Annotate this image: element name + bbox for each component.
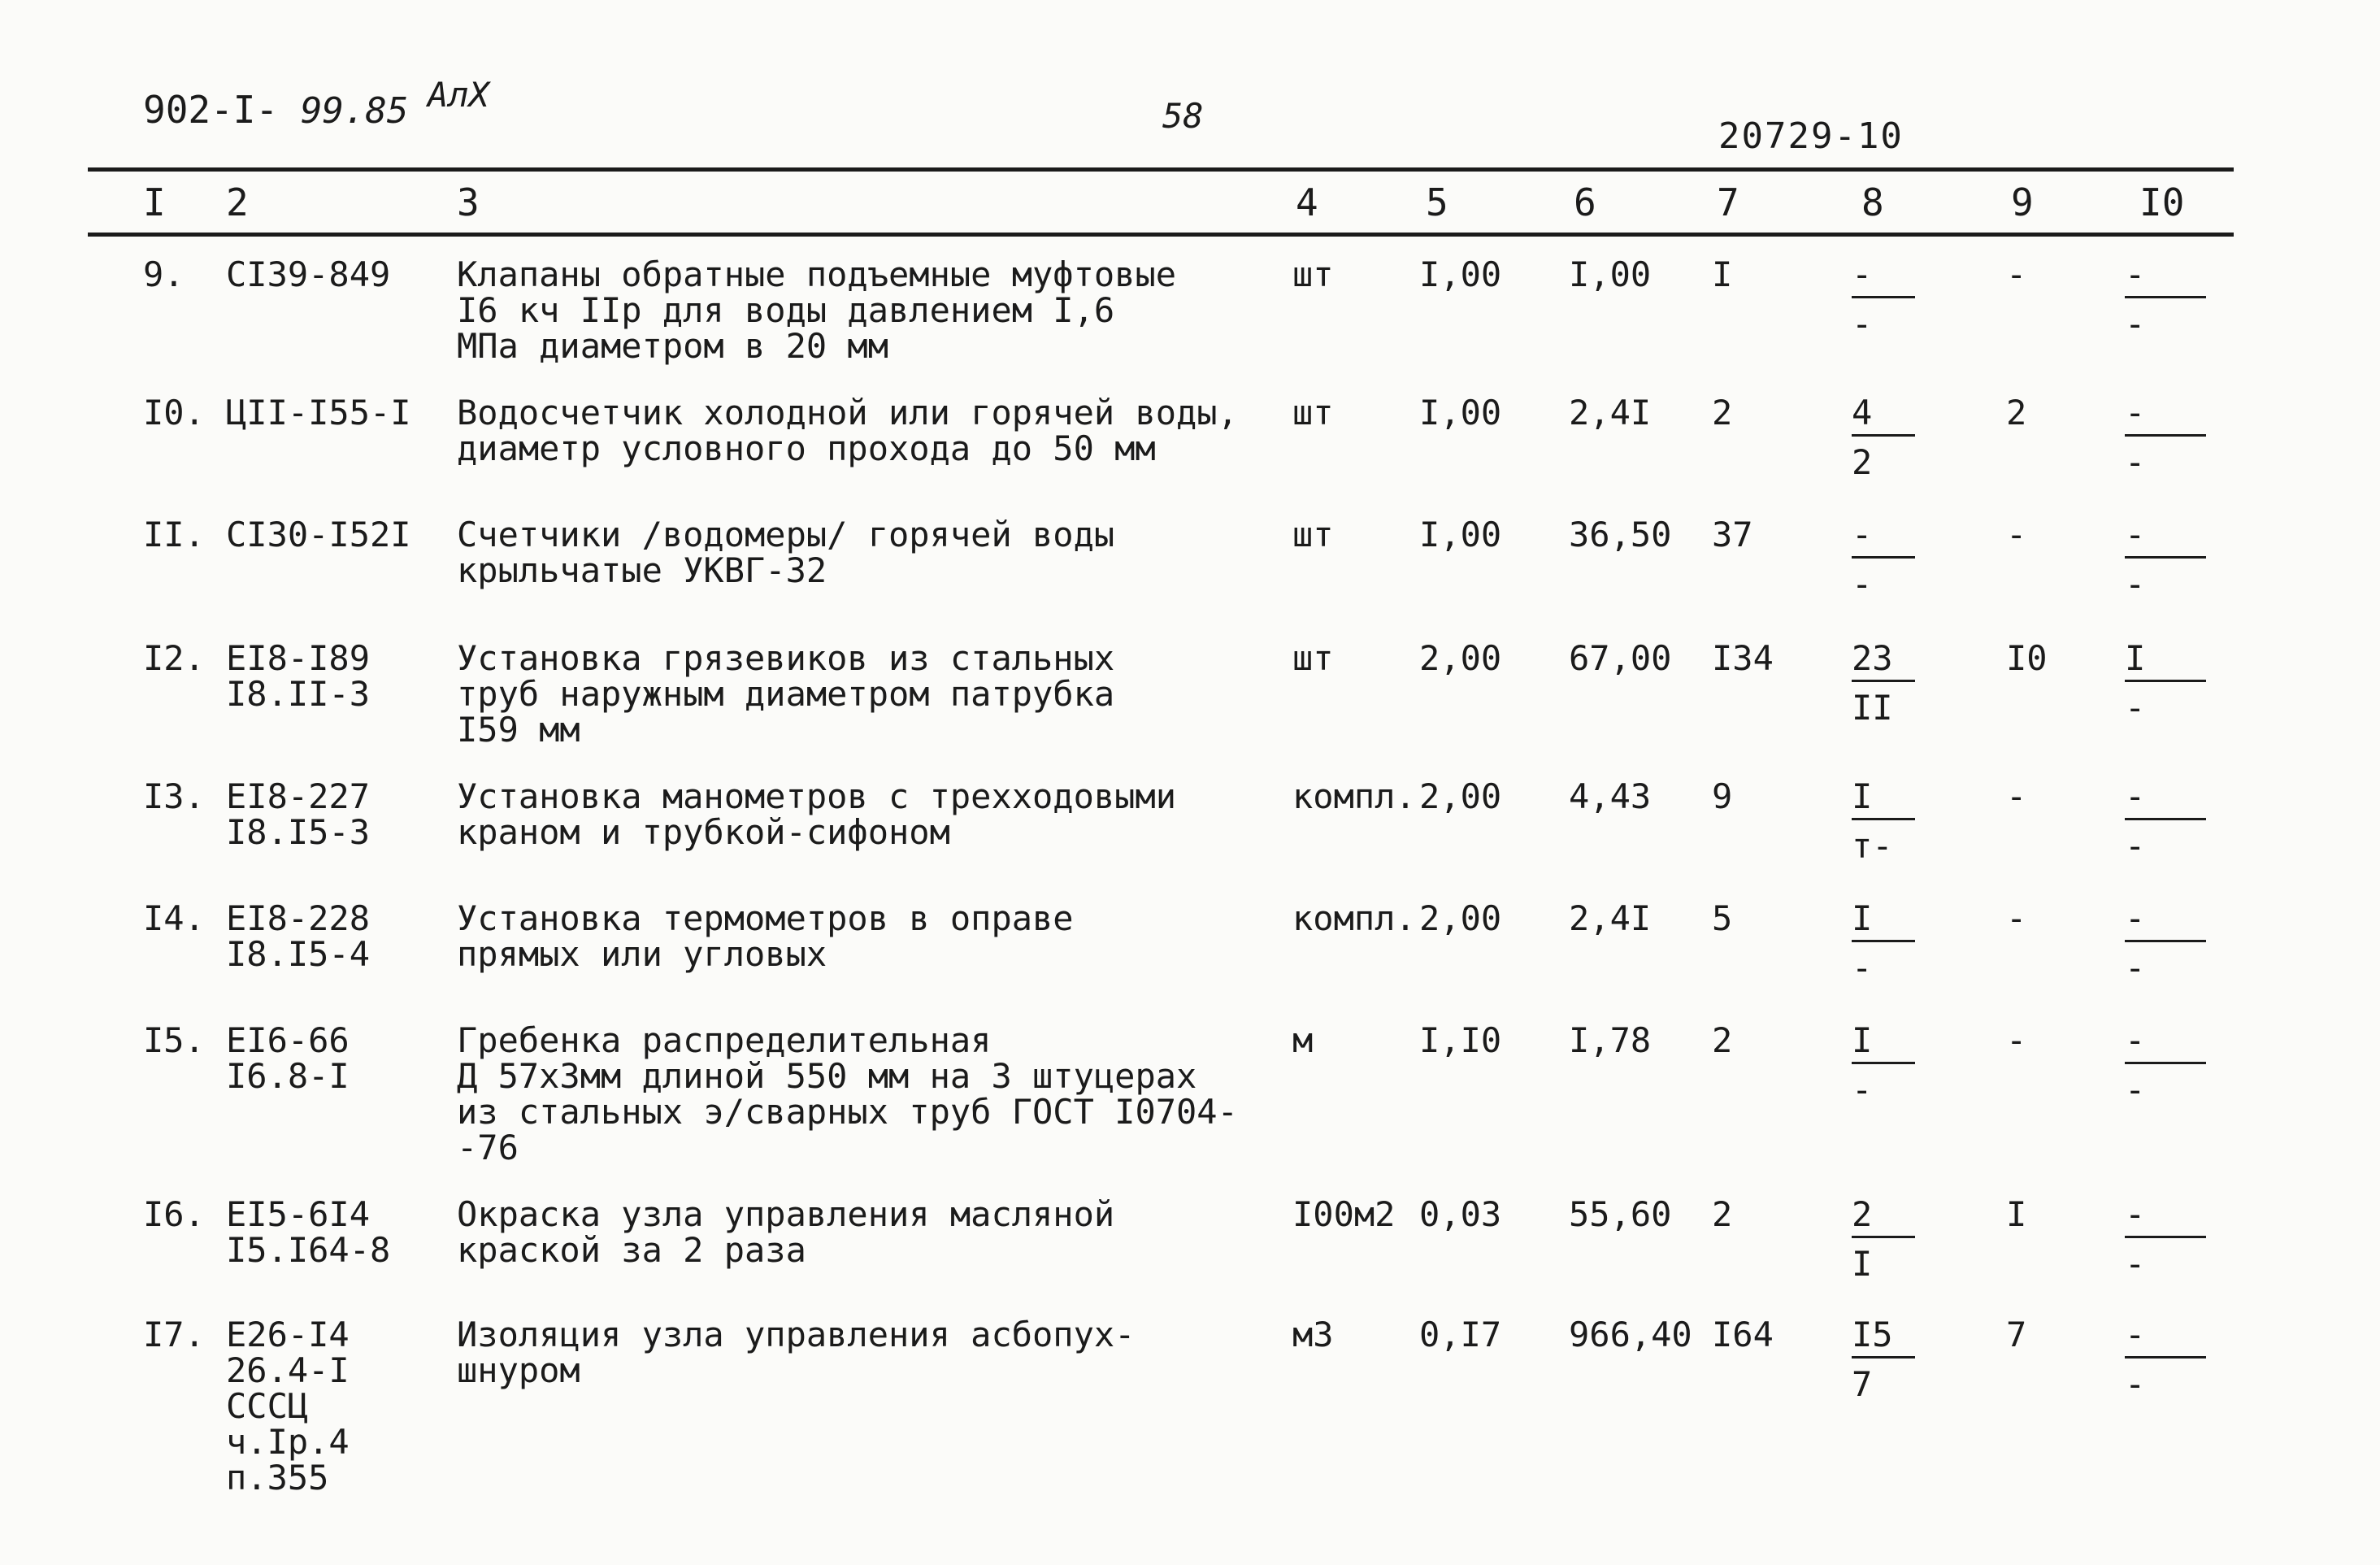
unit-price: 2,4I	[1569, 393, 1652, 433]
row-number: I2.	[143, 638, 205, 678]
col8-fraction	[1852, 776, 1941, 866]
row-number: I6.	[143, 1194, 205, 1234]
handwritten-mark: АлХ	[428, 75, 489, 115]
unit-price: 55,60	[1569, 1194, 1672, 1234]
unit-price: I,00	[1569, 254, 1652, 294]
unit-price: 4,43	[1569, 776, 1652, 816]
col8-top: 2	[1852, 1197, 1915, 1238]
work-description: Окраска узла управления масляной краской за 2 раза	[457, 1194, 1115, 1270]
col10-fraction	[2125, 395, 2214, 480]
sheet-number: 20729-10	[1718, 115, 1904, 157]
col10-bottom: -	[2125, 564, 2146, 604]
unit-price: 36,50	[1569, 515, 1672, 554]
col10-fraction	[2125, 638, 2214, 728]
col10-bottom: -	[2125, 304, 2146, 344]
total: I34	[1712, 638, 1774, 678]
col8-top: -	[1852, 257, 1915, 298]
col8-top: I	[1852, 901, 1915, 942]
row-number: 9.	[143, 254, 185, 294]
col8-bottom: 2	[1852, 442, 1873, 482]
col9-value: I0	[2006, 638, 2048, 678]
column-header: 6	[1574, 180, 1596, 224]
unit: шт	[1292, 254, 1334, 294]
quantity: 2,00	[1419, 898, 1502, 938]
unit: I00м2	[1292, 1194, 1396, 1234]
total: 2	[1712, 1194, 1733, 1234]
unit: шт	[1292, 638, 1334, 678]
unit: шт	[1292, 515, 1334, 554]
col8-top: I	[1852, 779, 1915, 820]
column-header: I0	[2139, 180, 2185, 224]
col10-top: -	[2125, 395, 2206, 437]
work-description: Водосчетчик холодной или горячей воды, диаметр условного прохода до 50 мм	[457, 393, 1238, 468]
col8-top: 4	[1852, 395, 1915, 437]
row-number: I0.	[143, 393, 205, 433]
col8-top: -	[1852, 517, 1915, 559]
total: 37	[1712, 515, 1753, 554]
col10-bottom: -	[2125, 1364, 2146, 1404]
work-description: Установка термометров в оправе прямых или угловых	[457, 898, 1074, 974]
col8-fraction	[1852, 898, 1941, 988]
col9-value: -	[2006, 515, 2027, 554]
col10-top: -	[2125, 901, 2206, 942]
document-code	[143, 88, 408, 132]
work-description: Установка манометров с трехходовыми краном и трубкой-сифоном	[457, 776, 1177, 852]
work-description: Изоляция узла управления асбопух- шнуром	[457, 1315, 1136, 1390]
col8-top: I	[1852, 1023, 1915, 1064]
page-number: 58	[1162, 96, 1204, 136]
col9-value: 7	[2006, 1315, 2027, 1354]
total: 9	[1712, 776, 1733, 816]
row-number: I3.	[143, 776, 205, 816]
quantity: 0,03	[1419, 1194, 1502, 1234]
col10-fraction	[2125, 1020, 2214, 1110]
col8-bottom: II	[1852, 688, 1893, 728]
col10-fraction	[2125, 517, 2214, 602]
price-code: EI8-227 I8.I5-3	[226, 776, 371, 852]
col8-bottom: -	[1852, 948, 1873, 988]
quantity: 2,00	[1419, 638, 1502, 678]
unit-price: I,78	[1569, 1020, 1652, 1060]
col9-value: 2	[2006, 393, 2027, 433]
work-description: Гребенка распределительная Д 57х3мм длиной 550 мм на 3 штуцерах из стальных э/сварных труб ГОСТ I0704- -76	[457, 1020, 1238, 1167]
col9-value: -	[2006, 1020, 2027, 1060]
unit: м3	[1292, 1315, 1334, 1354]
row-number: I5.	[143, 1020, 205, 1060]
total: 2	[1712, 1020, 1733, 1060]
column-header: 8	[1861, 180, 1884, 224]
col8-fraction	[1852, 395, 1941, 480]
col10-top: -	[2125, 1317, 2206, 1359]
price-code: E26-I4 26.4-I СССЦ ч.Iр.4 п.355	[226, 1315, 350, 1498]
col10-bottom: -	[2125, 826, 2146, 866]
quantity: I,00	[1419, 515, 1502, 554]
col9-value: I	[2006, 1194, 2027, 1234]
col10-fraction	[2125, 254, 2214, 344]
column-header: 4	[1296, 180, 1318, 224]
unit: компл.	[1292, 776, 1416, 816]
col8-bottom: I	[1852, 1244, 1873, 1284]
unit-price: 2,4I	[1569, 898, 1652, 938]
col8-bottom: -	[1852, 304, 1873, 344]
price-code: CI39-849	[226, 254, 391, 294]
header-rule	[88, 233, 2234, 237]
price-code: EI5-6I4 I5.I64-8	[226, 1194, 391, 1270]
quantity: 2,00	[1419, 776, 1502, 816]
col10-bottom: -	[2125, 1070, 2146, 1110]
col8-fraction	[1852, 1317, 1941, 1402]
work-description: Установка грязевиков из стальных труб наружным диаметром патрубка I59 мм	[457, 638, 1115, 750]
document-code-handwritten: 99.85	[300, 90, 409, 132]
col9-value: -	[2006, 898, 2027, 938]
row-number: I4.	[143, 898, 205, 938]
quantity: I,00	[1419, 393, 1502, 433]
row-number: II.	[143, 515, 205, 554]
price-code: EI6-66 I6.8-I	[226, 1020, 350, 1096]
work-description: Клапаны обратные подъемные муфтовые I6 кч IIp для воды давлением I,6 МПа диаметром в 20 мм	[457, 254, 1177, 366]
col8-fraction	[1852, 254, 1941, 344]
col10-top: -	[2125, 517, 2206, 559]
col10-top: -	[2125, 1197, 2206, 1238]
col8-fraction	[1852, 1194, 1941, 1284]
price-code: ЦII-I55-I	[226, 393, 411, 433]
price-code: CI30-I52I	[226, 515, 411, 554]
col10-bottom: -	[2125, 1244, 2146, 1284]
document-code-printed: 902-I-	[143, 88, 279, 132]
work-description: Счетчики /водомеры/ горячей воды крыльчатые УКВГ-32	[457, 515, 1115, 590]
col10-top: -	[2125, 779, 2206, 820]
col8-bottom: -	[1852, 1070, 1873, 1110]
col8-fraction	[1852, 638, 1941, 728]
total: I64	[1712, 1315, 1774, 1354]
price-code: EI8-228 I8.I5-4	[226, 898, 371, 974]
column-header: 3	[457, 180, 480, 224]
total: I	[1712, 254, 1733, 294]
col10-fraction	[2125, 776, 2214, 866]
col10-fraction	[2125, 1194, 2214, 1284]
total: 2	[1712, 393, 1733, 433]
column-header: 5	[1426, 180, 1448, 224]
col10-top: -	[2125, 257, 2206, 298]
price-code: EI8-I89 I8.II-3	[226, 638, 371, 714]
col8-bottom: -	[1852, 564, 1873, 604]
col10-top: -	[2125, 1023, 2206, 1064]
column-header: 9	[2011, 180, 2034, 224]
unit-price: 67,00	[1569, 638, 1672, 678]
total: 5	[1712, 898, 1733, 938]
unit: компл.	[1292, 898, 1416, 938]
col9-value: -	[2006, 776, 2027, 816]
unit: шт	[1292, 393, 1334, 433]
quantity: I,I0	[1419, 1020, 1502, 1060]
row-number: I7.	[143, 1315, 205, 1354]
column-header: 2	[226, 180, 249, 224]
col9-value: -	[2006, 254, 2027, 294]
col8-top: I5	[1852, 1317, 1915, 1359]
unit: м	[1292, 1020, 1314, 1060]
col8-bottom: т-	[1852, 826, 1893, 866]
col8-fraction	[1852, 517, 1941, 602]
column-header: I	[143, 180, 166, 224]
col10-fraction	[2125, 1317, 2214, 1402]
col8-bottom: 7	[1852, 1364, 1873, 1404]
top-rule	[88, 167, 2234, 172]
quantity: 0,I7	[1419, 1315, 1502, 1354]
col10-top: I	[2125, 641, 2206, 682]
col10-fraction	[2125, 898, 2214, 988]
col10-bottom: -	[2125, 688, 2146, 728]
col8-top: 23	[1852, 641, 1915, 682]
column-header: 7	[1717, 180, 1739, 224]
col10-bottom: -	[2125, 442, 2146, 482]
unit-price: 966,40	[1569, 1315, 1692, 1354]
col8-fraction	[1852, 1020, 1941, 1110]
col10-bottom: -	[2125, 948, 2146, 988]
quantity: I,00	[1419, 254, 1502, 294]
